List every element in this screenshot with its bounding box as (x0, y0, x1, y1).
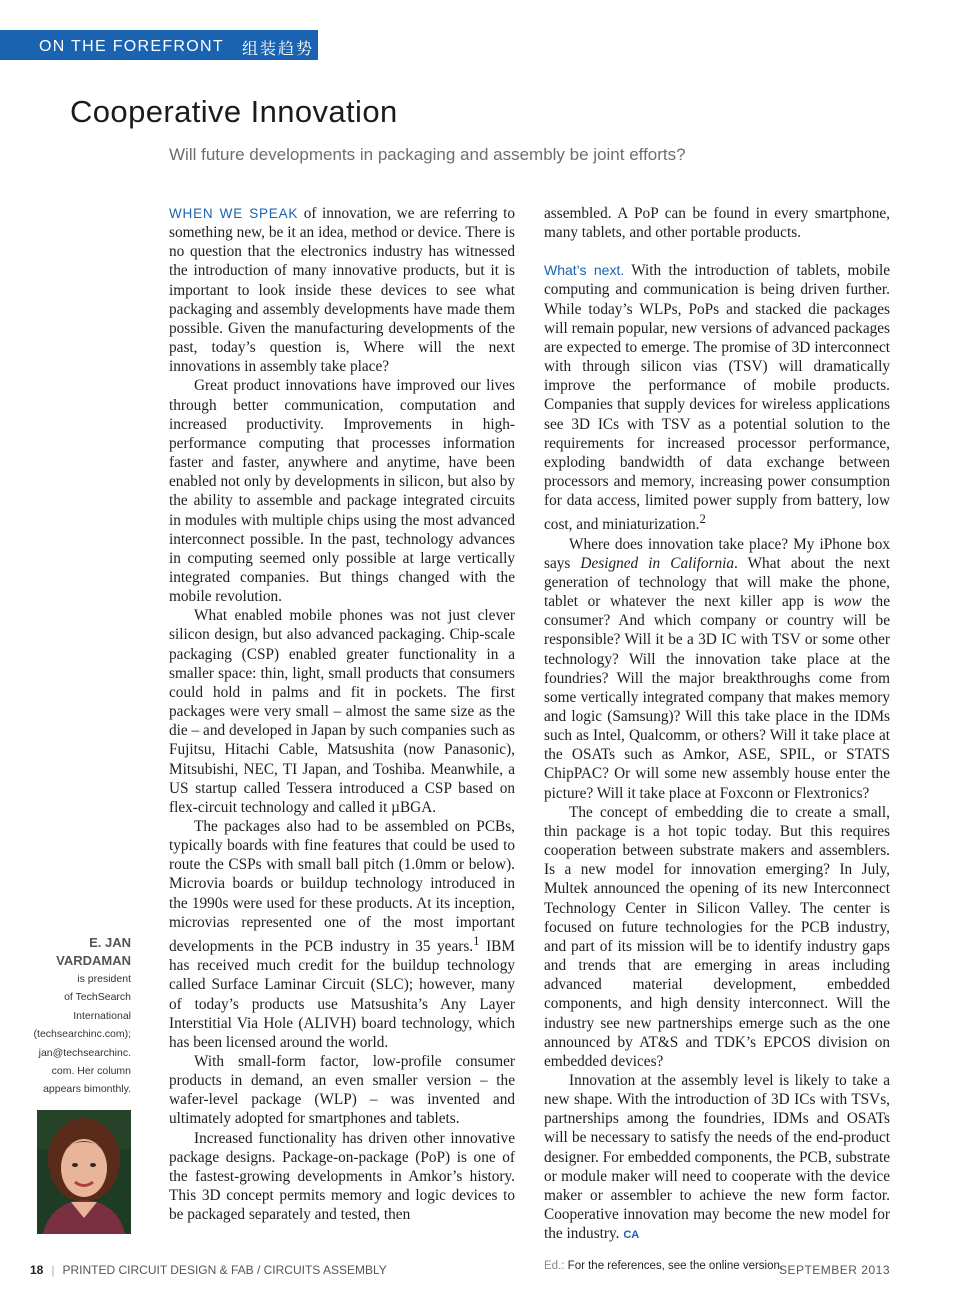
article-column-left (169, 204, 515, 1224)
reference-mark: 1 (473, 933, 480, 948)
footer-divider: | (51, 1263, 55, 1277)
paragraph: Increased functionality has driven other innovative package designs. Package-on-package (PoP) is one of the fastest-growing developments in Amkor’s history. This 3D concept permits memory and logic devices to be packaged separately and tested, then (169, 1129, 515, 1224)
section-banner (0, 30, 318, 60)
paragraph-text: the consumer? And which company or country will be responsible? Will it be a 3D IC with TSV or some other technology? Will the innovation take place at the foundries? Will the major breakthroughs come from some vertically integrated company that makes memory and logic (Samsung)? Will this take place in the IDMs such as Intel, Qualcomm, or others? Will it take place at the OSATs such as Amkor, ASE, SPIL, or STATS ChipPAC? Or will some new assembly house enter the picture? Will it take place at Foxconn or Flextronics? (544, 593, 890, 802)
editor-note-label: Ed.: (544, 1260, 565, 1273)
paragraph (544, 261, 890, 534)
paragraph-text: The packages also had to be assembled on PCBs, typically boards with fine features that could be used to route the CSPs with small ball pitch (1.0mm or below). Microvia boards or buildup technology introduced in the 1990s were used for these products. At its inception, microvias represented one of the most important developments in the PCB industry in 35 years. (169, 818, 515, 956)
paragraph (544, 1071, 890, 1245)
section-label-chinese: 组装趋势 (242, 39, 315, 58)
issue-date: SEPTEMBER 2013 (778, 1263, 890, 1277)
author-bio-line: of TechSearch (64, 991, 131, 1004)
paragraph-text: IBM has received much credit for the buildup technology called Surface Laminar Circuit (SLC); however, many of today’s products use Matsushita’s Any Layer Interstitial Via Hole (ALIVH) board technology, which has been licensed around the world. (169, 938, 515, 1051)
author-bio-line: jan@techsearchinc. (38, 1046, 131, 1059)
author-bio-line: (techsearchinc.com); (33, 1028, 131, 1041)
paragraph-text: Innovation at the assembly level is likely to take a new shape. With the introduction of 3D ICs with TSVs, partnerships among the foundries, IDMs and OSATs will be necessary to satisfy the needs of the end-product designer. For embedded components, the PCB, substrate or module maker will need to cooperate with the device maker or assembler to achieve the new form factor. Cooperative innovation may become the new model for the industry. (544, 1071, 890, 1243)
article-subtitle: Will future developments in packaging and assembly be joint efforts? (169, 145, 686, 164)
paragraph-text: Where does innovation take place? My iPhone box says (544, 535, 890, 572)
article-column-right (544, 204, 890, 1277)
paragraph (544, 535, 890, 803)
author-name: E. JAN (89, 935, 131, 950)
section-label: ON THE FOREFRONT (39, 38, 224, 55)
author-portrait-image (37, 1110, 131, 1234)
paragraph: What enabled mobile phones was not just clever silicon design, but also advanced packaging. Chip-scale packaging (CSP) enabled greater functionality in a smaller space: thin, light, small products that consumers could hold in palms and fit in pockets. The first packages were very small – almost the same size as the die – and developed in Japan by such companies such as Fujitsu, Hitachi Cable, Matsushita (now Panasonic), Mitsubishi, NEC, TI Japan, and Toshiba. Meanwhile, a US startup called Tessera introduced a CSP based on flex-circuit technology and called it µBGA. (169, 607, 515, 816)
author-photo (37, 1110, 131, 1234)
paragraph (169, 817, 515, 1052)
lead-in: WHEN WE SPEAK (169, 206, 299, 221)
author-bio-line: International (73, 1009, 131, 1022)
editor-note-text: For the references, see the online version. (564, 1260, 784, 1273)
paragraph-text: With the introduction of tablets, mobile computing and communication is being driven further. While today’s WLPs, PoPs and stacked die packages will remain popular, new versions of advanced packages are expected to emerge. The promise of 3D interconnect with through silicon vias (TSV) will dramatically improve the performance of mobile products. Companies that supply devices for wireless applications see 3D ICs with TSV as a potential solution to the requirements for increased processor performance, exploding bandwidth of data exchange between processors and memory, increasing power consumption for data access, limited power supply from battery, low cost, and miniaturization. (544, 262, 890, 534)
paragraph: The concept of embedding die to create a small, thin package is a hot topic today. But this requires cooperation between substrate makers and assemblers. Is a new model for innovation emerging? In July, Multek announced the opening of its new Interconnect Technology Center in Silicon Valley. The center is focused on future technologies for the PCB industry, and part of its mission will be to identify industry gaps and trends that are emerging in areas including advanced material development, embedded components, and high density interconnect. Will the industry see new partnerships emerge such as the one announced by AT&S and TDK’s EPCOS division on embedded devices? (544, 803, 890, 1070)
article-title: Cooperative Innovation (70, 94, 398, 129)
paragraph: assembled. A PoP can be found in every smartphone, many tablets, and other portable products. (544, 205, 890, 242)
paragraph (169, 204, 515, 376)
paragraph: With small-form factor, low-profile consumer products in demand, an even smaller version – the wafer-level package (WLP) – was invented and ultimately adopted for smartphones and tablets. (169, 1052, 515, 1128)
page-number: 18 (30, 1263, 44, 1277)
author-bio (30, 934, 131, 1099)
author-bio-line: com. Her column (51, 1065, 131, 1078)
emphasis: wow (833, 593, 862, 611)
publication-name: PRINTED CIRCUIT DESIGN & FAB / CIRCUITS ASSEMBLY (62, 1263, 387, 1277)
footer-left (30, 1263, 387, 1277)
author-bio-line: appears bimonthly. (43, 1083, 131, 1096)
paragraph-text: of innovation, we are referring to something new, be it an idea, method or device. There is no question that the electronics industry has witnessed the introduction of many innovative products, but it is important to look inside these devices to see what packaging and assembly developments have made them possible. Given the manufacturing developments of the past, today’s question is, Where will the next innovations in assembly take place? (169, 205, 516, 376)
end-mark: CA (623, 1229, 640, 1242)
author-name: VARDAMAN (56, 953, 131, 968)
paragraph: Great product innovations have improved our lives through better communication, computation and increased productivity. Improvements in high-performance computing that processes information faster and faster, anywhere and anytime, have been enabled not only by developments in silicon, but also by the ability to assemble and package integrated circuits in modules with multiple chips using the most advanced interconnect possible. In the past, technology advances in computing seemed only possible at large vertically integrated companies. But things changed with the mobile revolution. (169, 377, 515, 606)
author-bio-line: is president (77, 973, 131, 985)
paragraph-text: . What about the next generation of technology that will make the phone, tablet or whatever the next killer app is (544, 554, 890, 611)
subhead-whats-next: What’s next. (544, 262, 625, 279)
emphasis: Designed in California (580, 554, 734, 572)
reference-mark: 2 (699, 512, 706, 527)
